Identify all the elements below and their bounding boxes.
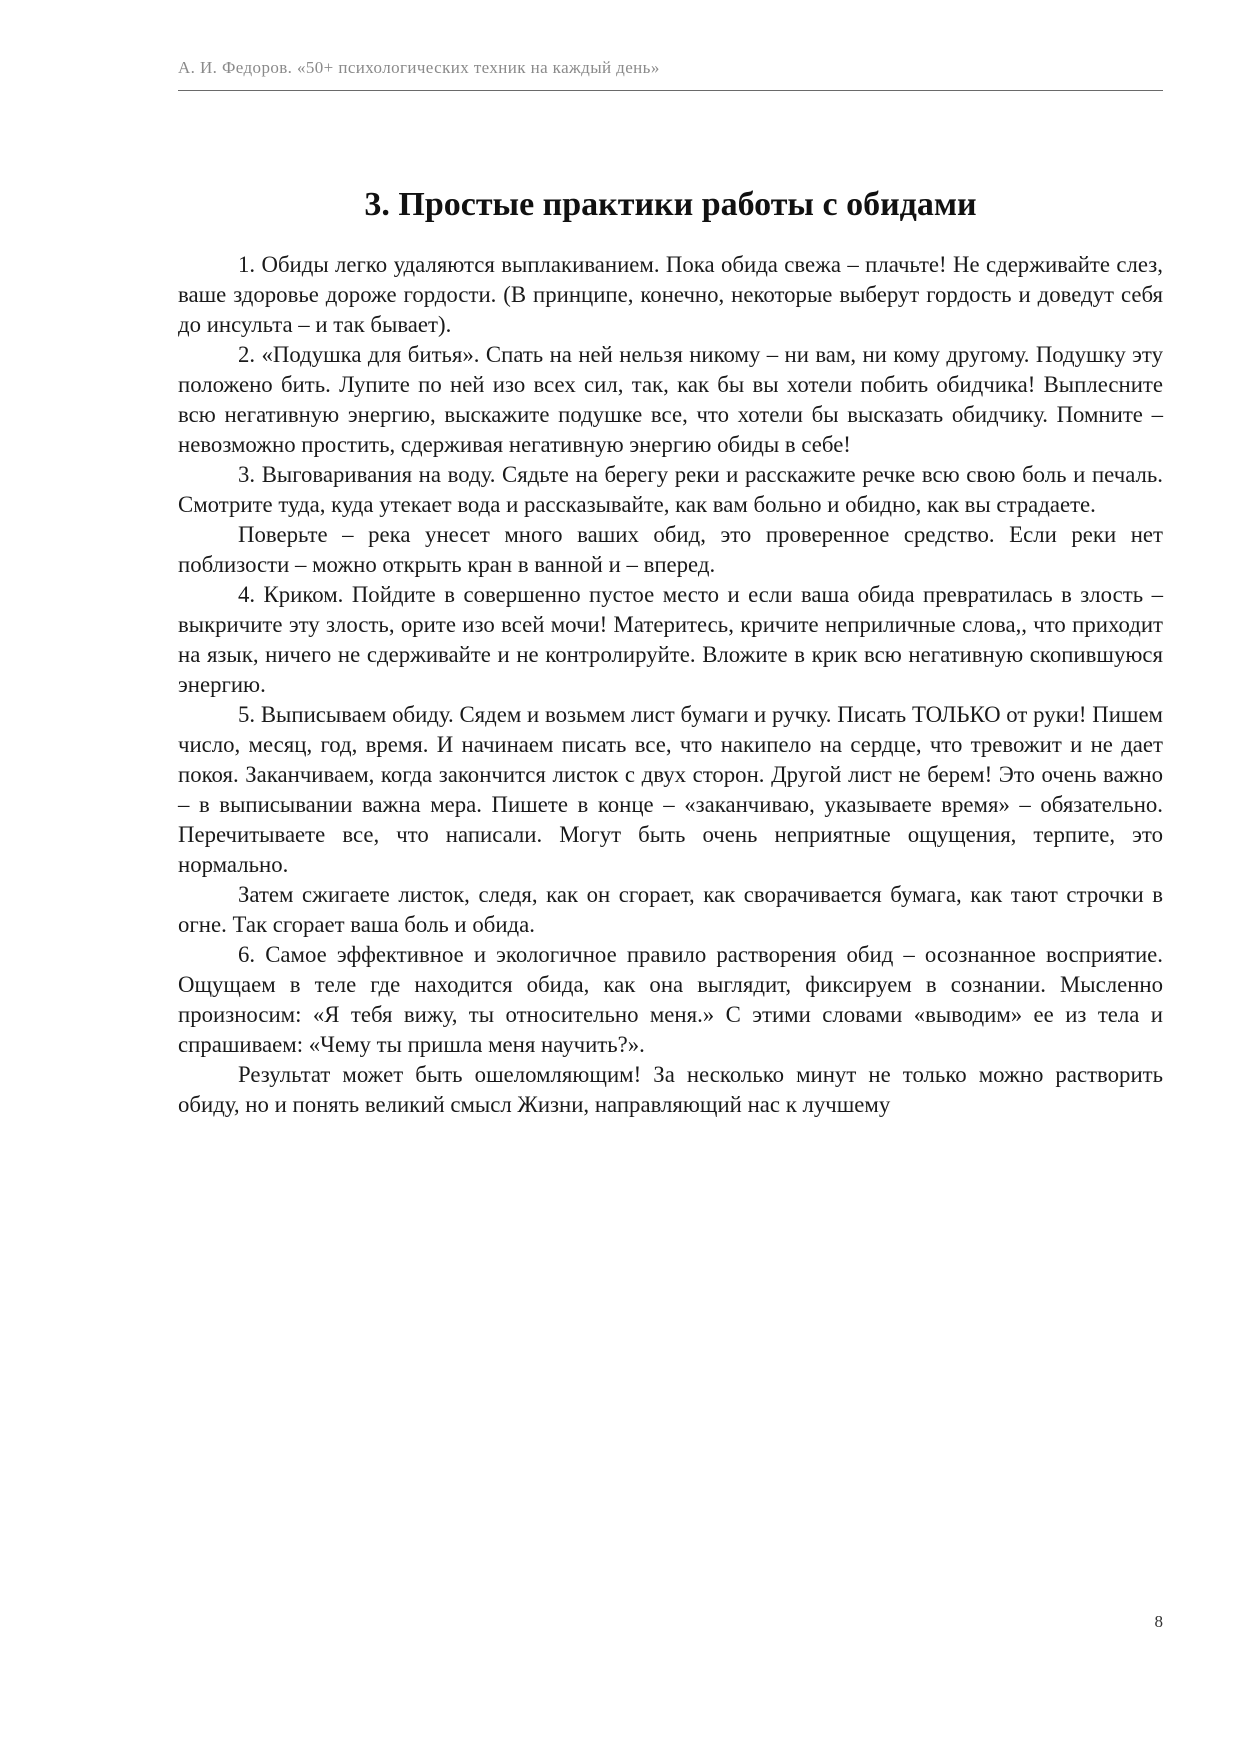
paragraph-5: 4. Криком. Пойдите в совершенно пустое место и если ваша обида превратилась в злость – выкричите эту злость, орите изо всей мочи! Материтесь, кричите неприличные слова,, что приходит на язык, ничего не сдерживайте и не контролируйте. Вложите в крик всю негативную скопившуюся энергию. (178, 582, 1163, 697)
running-header (178, 56, 1163, 91)
body-text (178, 250, 1163, 1120)
paragraph-4: Поверьте – река унесет много ваших обид, это проверенное средство. Если реки нет поблизости – можно открыть кран в ванной и – вперед. (178, 522, 1163, 577)
running-header-title: А. И. Федоров. «50+ психологических техник на каждый день» (178, 58, 660, 77)
page-number: 8 (1154, 1612, 1163, 1631)
paragraph-3: 3. Выговаривания на воду. Сядьте на берегу реки и расскажите речке всю свою боль и печаль. Смотрите туда, куда утекает вода и рассказывайте, как вам больно и обидно, как вы страдаете. (178, 462, 1163, 517)
paragraph-9: Результат может быть ошеломляющим! За несколько минут не только можно растворить обиду, но и понять великий смысл Жизни, направляющий нас к лучшему (178, 1062, 1163, 1117)
paragraph-6: 5. Выписываем обиду. Сядем и возьмем лист бумаги и ручку. Писать ТОЛЬКО от руки! Пишем число, месяц, год, время. И начинаем писать все, что накипело на сердце, что тревожит и не дает покоя. Заканчиваем, когда закончится листок с двух сторон. Другой лист не берем! Это очень важно – в выписывании важна мера. Пишете в конце – «заканчиваю, указываете время» – обязательно. Перечитываете все, что написали. Могут быть очень неприятные ощущения, терпите, это нормально. (178, 702, 1163, 877)
paragraph-2: 2. «Подушка для битья». Спать на ней нельзя никому – ни вам, ни кому другому. Подушку эту положено бить. Лупите по ней изо всех сил, так, как бы вы хотели побить обидчика! Выплесните всю негативную энергию, выскажите подушке все, что хотели бы высказать обидчику. Помните – невозможно простить, сдерживая негативную энергию обиды в себе! (178, 342, 1163, 457)
chapter-title: 3. Простые практики работы с обидами (364, 186, 977, 223)
paragraph-7: Затем сжигаете листок, следя, как он сгорает, как сворачивается бумага, как тают строчки в огне. Так сгорает ваша боль и обида. (178, 882, 1163, 937)
paragraph-1: 1. Обиды легко удаляются выплакиванием. Пока обида свежа – плачьте! Не сдерживайте слез, ваше здоровье дороже гордости. (В принципе, конечно, некоторые выберут гордость и доведут себя до инсульта – и так бывает). (178, 252, 1163, 337)
paragraph-8: 6. Самое эффективное и экологичное правило растворения обид – осознанное восприятие. Ощущаем в теле где находится обида, как она выглядит, фиксируем в сознании. Мысленно произносим: «Я тебя вижу, ты относительно меня.» С этими словами «выводим» ее из тела и спрашиваем: «Чему ты пришла меня научить?». (178, 942, 1163, 1057)
